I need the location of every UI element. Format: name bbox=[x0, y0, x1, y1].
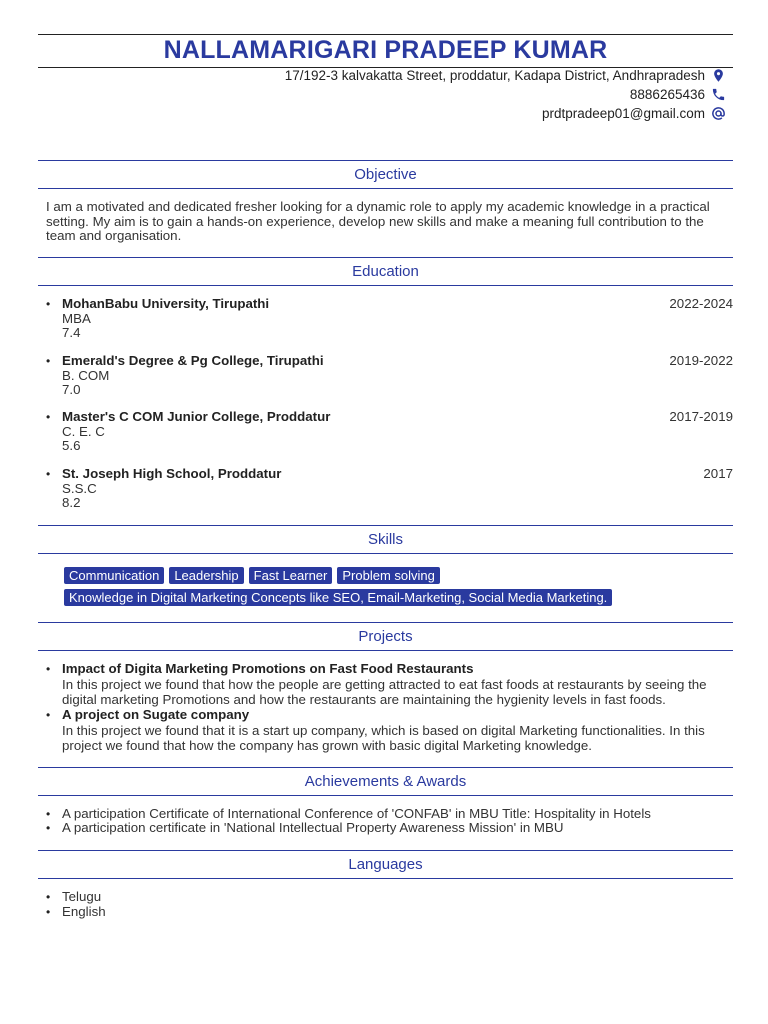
education-score: 7.0 bbox=[62, 382, 81, 397]
education-years: 2019-2022 bbox=[669, 353, 733, 368]
objective-heading: Objective bbox=[38, 160, 733, 189]
bullet: • bbox=[46, 297, 51, 311]
projects-heading: Projects bbox=[38, 622, 733, 651]
skill-chip: Fast Learner bbox=[249, 567, 333, 584]
language-text: Telugu bbox=[62, 889, 102, 904]
candidate-name: NALLAMARIGARI PRADEEP KUMAR bbox=[163, 36, 608, 64]
education-score: 8.2 bbox=[62, 495, 81, 510]
education-institution: Emerald's Degree & Pg College, Tirupathi bbox=[62, 353, 324, 368]
objective-text: I am a motivated and dedicated fresher looking for a dynamic role to apply my academic knowledge in a practical setting. My aim is to gain a hands-on experience, develop new skills and make a meaning full contribution to the team and organisation. bbox=[46, 199, 710, 243]
bullet: • bbox=[46, 821, 51, 835]
language-text: English bbox=[62, 904, 106, 919]
skill-chip: Leadership bbox=[169, 567, 243, 584]
location-pin-icon bbox=[711, 68, 726, 83]
languages-heading: Languages bbox=[38, 850, 733, 879]
education-degree: B. COM bbox=[62, 367, 110, 383]
achievement-text: A participation Certificate of International Conference of 'CONFAB' in MBU Title: Hospitality in Hotels bbox=[62, 806, 651, 821]
bullet: • bbox=[46, 905, 51, 919]
achievement-text: A participation certificate in 'National Intellectual Property Awareness Mission' in MBU bbox=[62, 820, 564, 835]
phone-text: 8886265436 bbox=[629, 87, 705, 102]
project-title: Impact of Digita Marketing Promotions on Fast Food Restaurants bbox=[62, 661, 474, 676]
at-sign-icon bbox=[711, 106, 726, 121]
bullet: • bbox=[46, 410, 51, 424]
bullet: • bbox=[46, 890, 51, 904]
bullet: • bbox=[46, 467, 51, 481]
project-title: A project on Sugate company bbox=[62, 707, 250, 722]
education-institution: Master's C COM Junior College, Proddatur bbox=[62, 409, 331, 424]
achievements-heading: Achievements & Awards bbox=[38, 767, 733, 796]
education-degree: C. E. C bbox=[62, 423, 105, 439]
skill-chip: Problem solving bbox=[337, 567, 440, 584]
project-description: In this project we found that it is a start up company, which is based on digital Marketing functionalities. In this project we found that how the company has grown with basic digital Marketing knowledge. bbox=[62, 723, 705, 753]
skill-chip: Communication bbox=[64, 567, 164, 584]
skills-heading: Skills bbox=[38, 525, 733, 554]
education-years: 2022-2024 bbox=[669, 296, 733, 311]
education-degree: S.S.C bbox=[62, 480, 97, 496]
address-text: 17/192-3 kalvakatta Street, proddatur, Kadapa District, Andhrapradesh bbox=[284, 68, 705, 83]
email-link[interactable]: prdtpradeep01@gmail.com bbox=[541, 106, 705, 121]
project-description: In this project we found that how the people are getting attracted to eat fast foods at restaurants by seeing the digital marketing Promotions and how the restaurants are maintaining the hygienity levels in fast foods. bbox=[62, 677, 707, 707]
education-degree: MBA bbox=[62, 310, 91, 326]
skill-chip: Knowledge in Digital Marketing Concepts like SEO, Email-Marketing, Social Media Marketing. bbox=[64, 589, 612, 606]
email-line bbox=[542, 104, 726, 123]
bullet: • bbox=[46, 354, 51, 368]
education-institution: MohanBabu University, Tirupathi bbox=[62, 296, 270, 311]
phone-line bbox=[630, 85, 726, 104]
address-line bbox=[285, 66, 726, 85]
skills-row bbox=[64, 589, 612, 606]
education-score: 5.6 bbox=[62, 438, 81, 453]
skills-row bbox=[64, 567, 440, 584]
bullet: • bbox=[46, 708, 51, 722]
education-institution: St. Joseph High School, Proddatur bbox=[62, 466, 282, 481]
bullet: • bbox=[46, 662, 51, 676]
education-years: 2017-2019 bbox=[669, 409, 733, 424]
education-score: 7.4 bbox=[62, 325, 81, 340]
bullet: • bbox=[46, 807, 51, 821]
phone-icon bbox=[711, 87, 726, 102]
education-years: 2017 bbox=[703, 466, 733, 481]
education-heading: Education bbox=[38, 257, 733, 286]
